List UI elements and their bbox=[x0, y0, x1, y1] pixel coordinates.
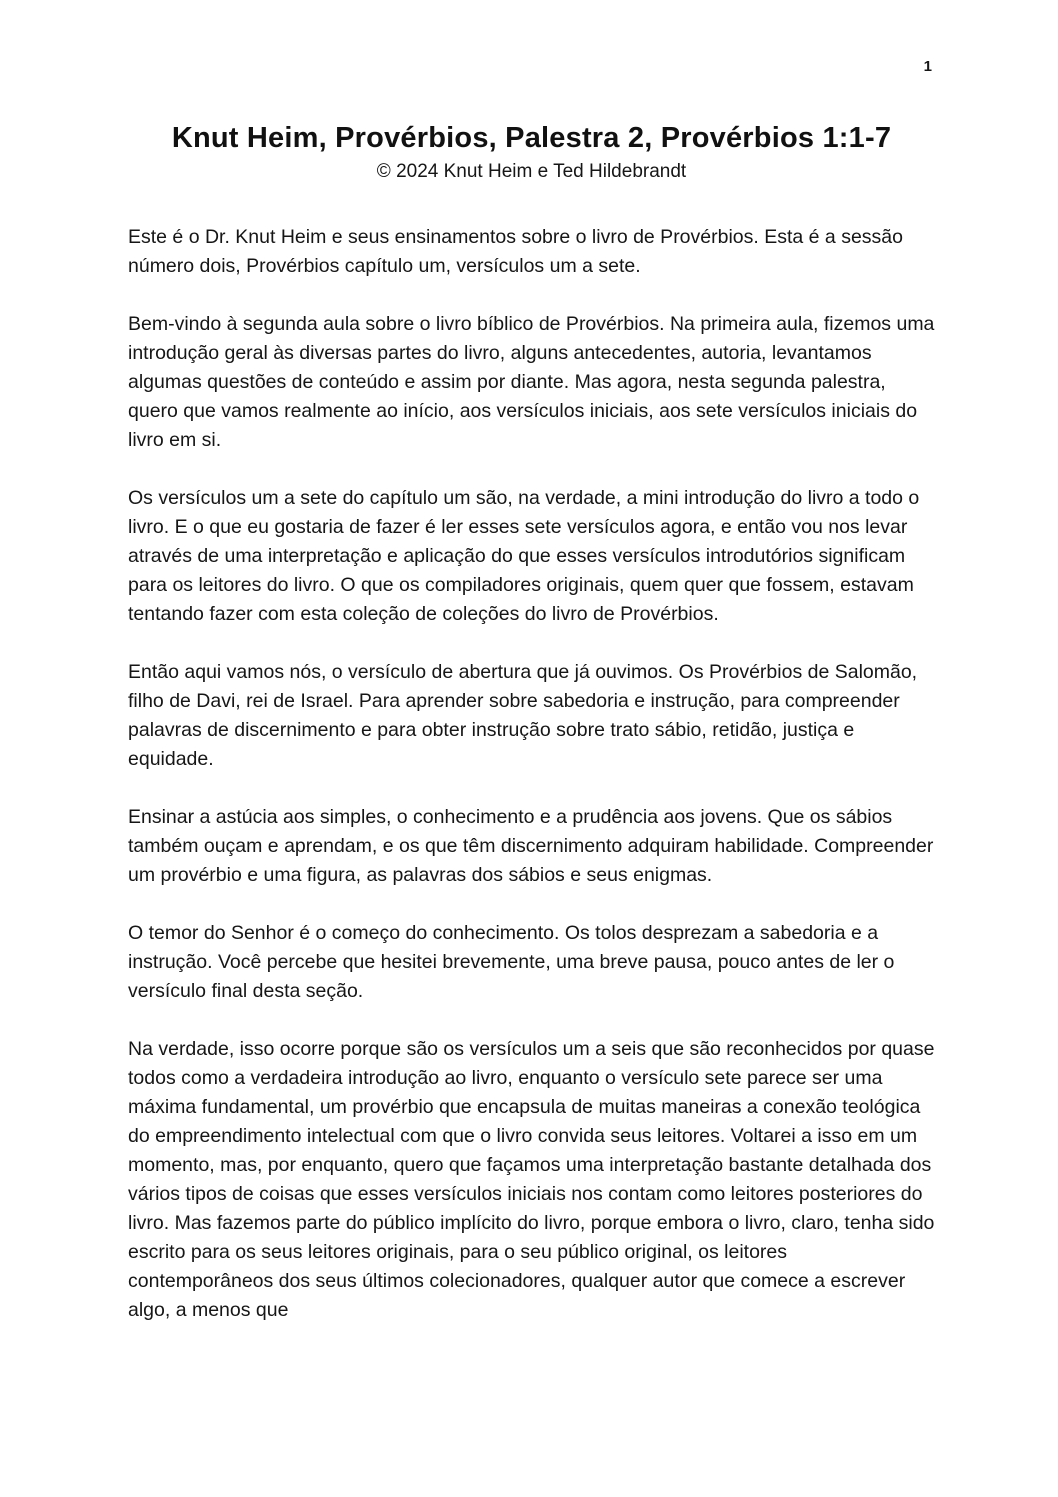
paragraph: Bem-vindo à segunda aula sobre o livro bíblico de Provérbios. Na primeira aula, fizemos uma introdução geral às diversas partes do livro, alguns antecedentes, autoria, levantamos algumas questões de conteúdo e assim por diante. Mas agora, nesta segunda palestra, quero que vamos realmente ao início, aos versículos iniciais, aos sete versículos iniciais do livro em si. bbox=[128, 313, 935, 451]
paragraph: Este é o Dr. Knut Heim e seus ensinamentos sobre o livro de Provérbios. Esta é a sessão número dois, Provérbios capítulo um, versículos um a sete. bbox=[128, 226, 903, 277]
document-title: Knut Heim, Provérbios, Palestra 2, Provérbios 1:1-7 bbox=[171, 122, 892, 154]
paragraph: Na verdade, isso ocorre porque são os versículos um a seis que são reconhecidos por quase todos como a verdadeira introdução ao livro, enquanto o versículo sete parece ser uma máxima fundamental, um provérbio que encapsula de muitas maneiras a conexão teológica do empreendimento intelectual com que o livro convida seus leitores. Voltarei a isso em um momento, mas, por enquanto, quero que façamos uma interpretação bastante detalhada dos vários tipos de coisas que esses versículos iniciais nos contam como leitores posteriores do livro. Mas fazemos parte do público implícito do livro, porque embora o livro, claro, tenha sido escrito para os seus leitores originais, para o seu público original, os leitores contemporâneos dos seus últimos colecionadores, qualquer autor que comece a escrever algo, a menos que bbox=[128, 1038, 935, 1321]
page-number: 1 bbox=[923, 58, 932, 75]
paragraph: Ensinar a astúcia aos simples, o conhecimento e a prudência aos jovens. Que os sábios também ouçam e aprendam, e os que têm discernimento adquiram habilidade. Compreender um provérbio e uma figura, as palavras dos sábios e seus enigmas. bbox=[128, 806, 934, 886]
paragraph: Então aqui vamos nós, o versículo de abertura que já ouvimos. Os Provérbios de Salomão, filho de Davi, rei de Israel. Para aprender sobre sabedoria e instrução, para compreender palavras de discernimento e para obter instrução sobre trato sábio, retidão, justiça e equidade. bbox=[128, 661, 918, 770]
paragraph: Os versículos um a sete do capítulo um são, na verdade, a mini introdução do livro a todo o livro. E o que eu gostaria de fazer é ler esses sete versículos agora, e então vou nos levar através de uma interpretação e aplicação do que esses versículos introdutórios significam para os leitores do livro. O que os compiladores originais, quem quer que fossem, estavam tentando fazer com esta coleção de coleções do livro de Provérbios. bbox=[128, 487, 920, 625]
document-copyright-line: © 2024 Knut Heim e Ted Hildebrandt bbox=[376, 161, 687, 182]
document-body bbox=[128, 223, 935, 1325]
paragraph: O temor do Senhor é o começo do conhecimento. Os tolos desprezam a sabedoria e a instrução. Você percebe que hesitei brevemente, uma breve pausa, pouco antes de ler o versículo final desta seção. bbox=[128, 922, 895, 1002]
